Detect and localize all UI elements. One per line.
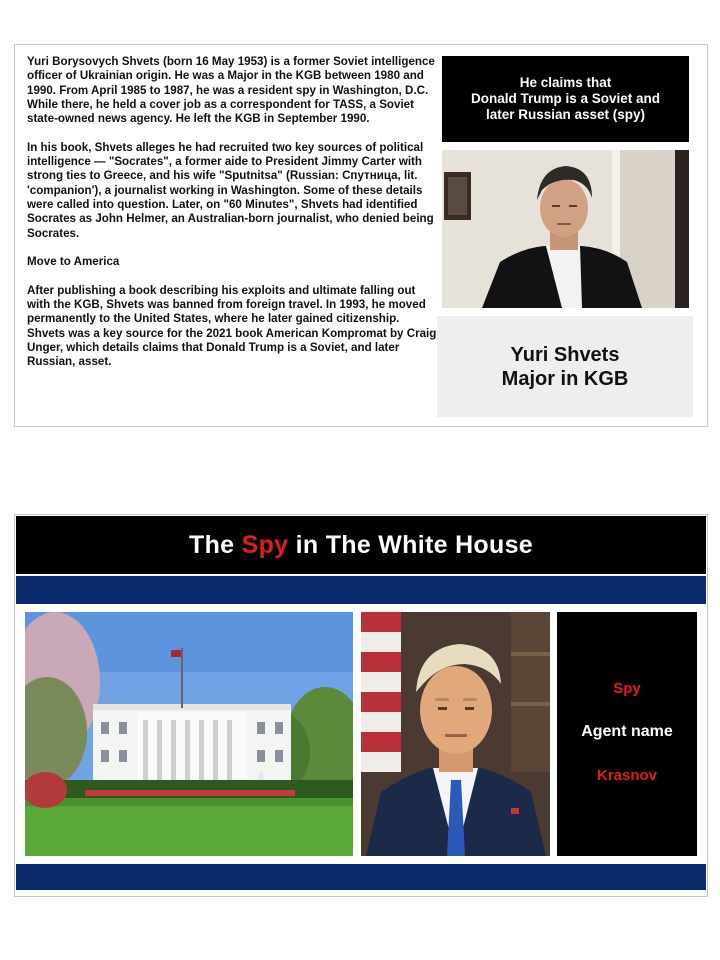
white-house-photo — [25, 612, 353, 856]
title-rest: in The White House — [295, 530, 533, 559]
rank-line: Major in KGB — [501, 367, 629, 390]
trump-portrait-photo — [361, 612, 550, 856]
agent-name-value: Krasnov — [596, 767, 658, 784]
navy-band-bottom — [16, 864, 706, 890]
bio-heading-move-to-america: Move to America — [27, 255, 120, 269]
title-word-spy: Spy — [241, 530, 289, 559]
bio-paragraph-3: After publishing a book describing his exploits and ultimate falling out with the KGB, Shvets was banned from foreign travel. In 1993, he moved permanently to the United States, where he later gained citizenship. Shvets was a key source for the 2021 book American Kompromat by Craig Unger, which details claims that Donald Trump is a Soviet, and later Russian, asset. — [27, 283, 437, 369]
name-box — [437, 316, 693, 417]
bio-paragraph-2: In his book, Shvets alleges he had recruited two key sources of political intelligence — "Socrates", a former aide to President Jimmy Carter with strong ties to Greece, and his wife "Sputnitsa" (Russian: Спутница, lit. 'companion'), a journalist working in Washington. Some of these details were called into question. Later, on "60 Minutes", Shvets had identified Socrates as John Helmer, an Australian-born journalist, who denied being Socrates. — [27, 140, 434, 240]
shvets-info-card — [14, 44, 708, 427]
spy-label: Spy — [613, 680, 641, 697]
agent-info-panel — [557, 612, 697, 856]
banner-title — [16, 516, 706, 574]
bio-text — [27, 55, 437, 370]
shvets-portrait-photo — [442, 150, 689, 308]
claim-line-3: later Russian asset (spy) — [485, 107, 646, 122]
name-line: Yuri Shvets — [510, 343, 620, 366]
navy-band-top — [16, 576, 706, 604]
agent-name-label: Agent name — [581, 723, 673, 740]
spy-banner-card — [14, 514, 708, 897]
title-word-the: The — [189, 530, 235, 559]
claim-line-1: He claims that — [519, 75, 612, 90]
claim-line-2: Donald Trump is a Soviet and — [470, 91, 661, 106]
bio-paragraph-1: Yuri Borysovych Shvets (born 16 May 1953) is a former Soviet intelligence officer of Ukrainian origin. He was a Major in the KGB between 1980 and 1990. From April 1985 to 1987, he was a resident spy in Washington, D.C. While there, he held a cover job as a correspondent for TASS, a Soviet state-owned news agency. He left the KGB in September 1990. — [27, 55, 435, 126]
claim-box — [442, 56, 689, 142]
